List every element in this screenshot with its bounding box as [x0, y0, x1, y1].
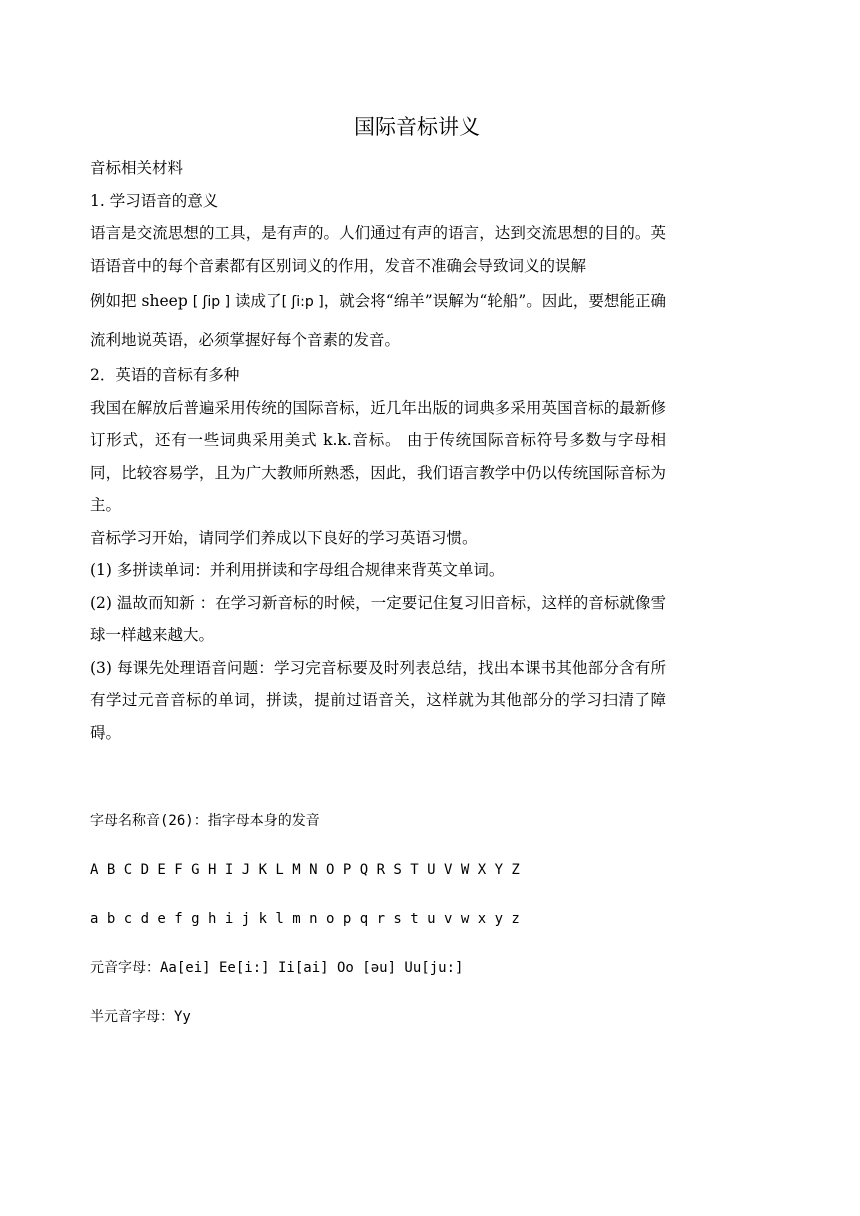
paragraph-example: [90, 282, 666, 359]
document-title: 国际音标讲义: [354, 115, 480, 139]
section-label: 音标相关材料: [90, 159, 184, 177]
paragraph-language: 语言是交流思想的工具，是有声的。人们通过有声的语言，达到交流思想的目的。英语语音中的每个音素都有区别词义的作用，发音不准确会导致词义的误解: [90, 224, 666, 275]
lowercase-letters: a b c d e f g h i j k l m n o p q r s t u v w x y z: [90, 911, 520, 927]
example-mid: 读成了: [230, 292, 282, 310]
heading-phonetic-types: 2．英语的音标有多种: [90, 366, 240, 384]
example-prefix: 例如把 sheep: [90, 292, 193, 310]
letters-heading: 字母名称音(26)：指字母本身的发音: [90, 813, 320, 829]
paragraph-phonetic-systems: 我国在解放后普遍采用传统的国际音标，近几年出版的词典多采用英国音标的最新修订形式，还有一些词典采用美式 k.k.音标。 由于传统国际音标符号多数与字母相同，比较容易学，且为广大教师所熟悉，因此，我们语言教学中仍以传统国际音标为主。: [90, 398, 666, 514]
semivowel-letters: 半元音字母：Yy: [90, 1009, 191, 1025]
example-suffix: ，就会将“绵羊”误解为“轮船”。因此，要想能正确流利地说英语，必须掌握好每个音素的发音。: [90, 292, 666, 349]
heading-meaning: 1. 学习语音的意义: [90, 191, 219, 210]
list-item-spelling: (1) 多拼读单词：并利用拼读和字母组合规律来背英文单词。: [90, 561, 505, 579]
ipa-ship: [ ʃip ]: [192, 294, 231, 310]
vowel-letters: 元音字母：Aa[ei] Ee[i:] Ii[ai] Oo [əu] Uu[ju:]: [90, 960, 464, 976]
document-body: [90, 152, 666, 1049]
list-item-review: (2) 温故而知新 ：在学习新音标的时候，一定要记住复习旧音标，这样的音标就像雪球一样越来越大。: [90, 593, 666, 644]
section-gap: [90, 749, 666, 794]
ipa-sheep: [ ʃi:p ]: [281, 294, 324, 310]
list-item-pronunciation: (3) 每课先处理语音问题：学习完音标要及时列表总结，找出本课书其他部分含有所有学过元音音标的单词，拼读，提前过语音关，这样就为其他部分的学习扫清了障碍。: [90, 658, 666, 742]
uppercase-letters: A B C D E F G H I J K L M N O P Q R S T U V W X Y Z: [90, 862, 520, 878]
paragraph-habits-intro: 音标学习开始，请同学们养成以下良好的学习英语习惯。: [90, 528, 478, 547]
